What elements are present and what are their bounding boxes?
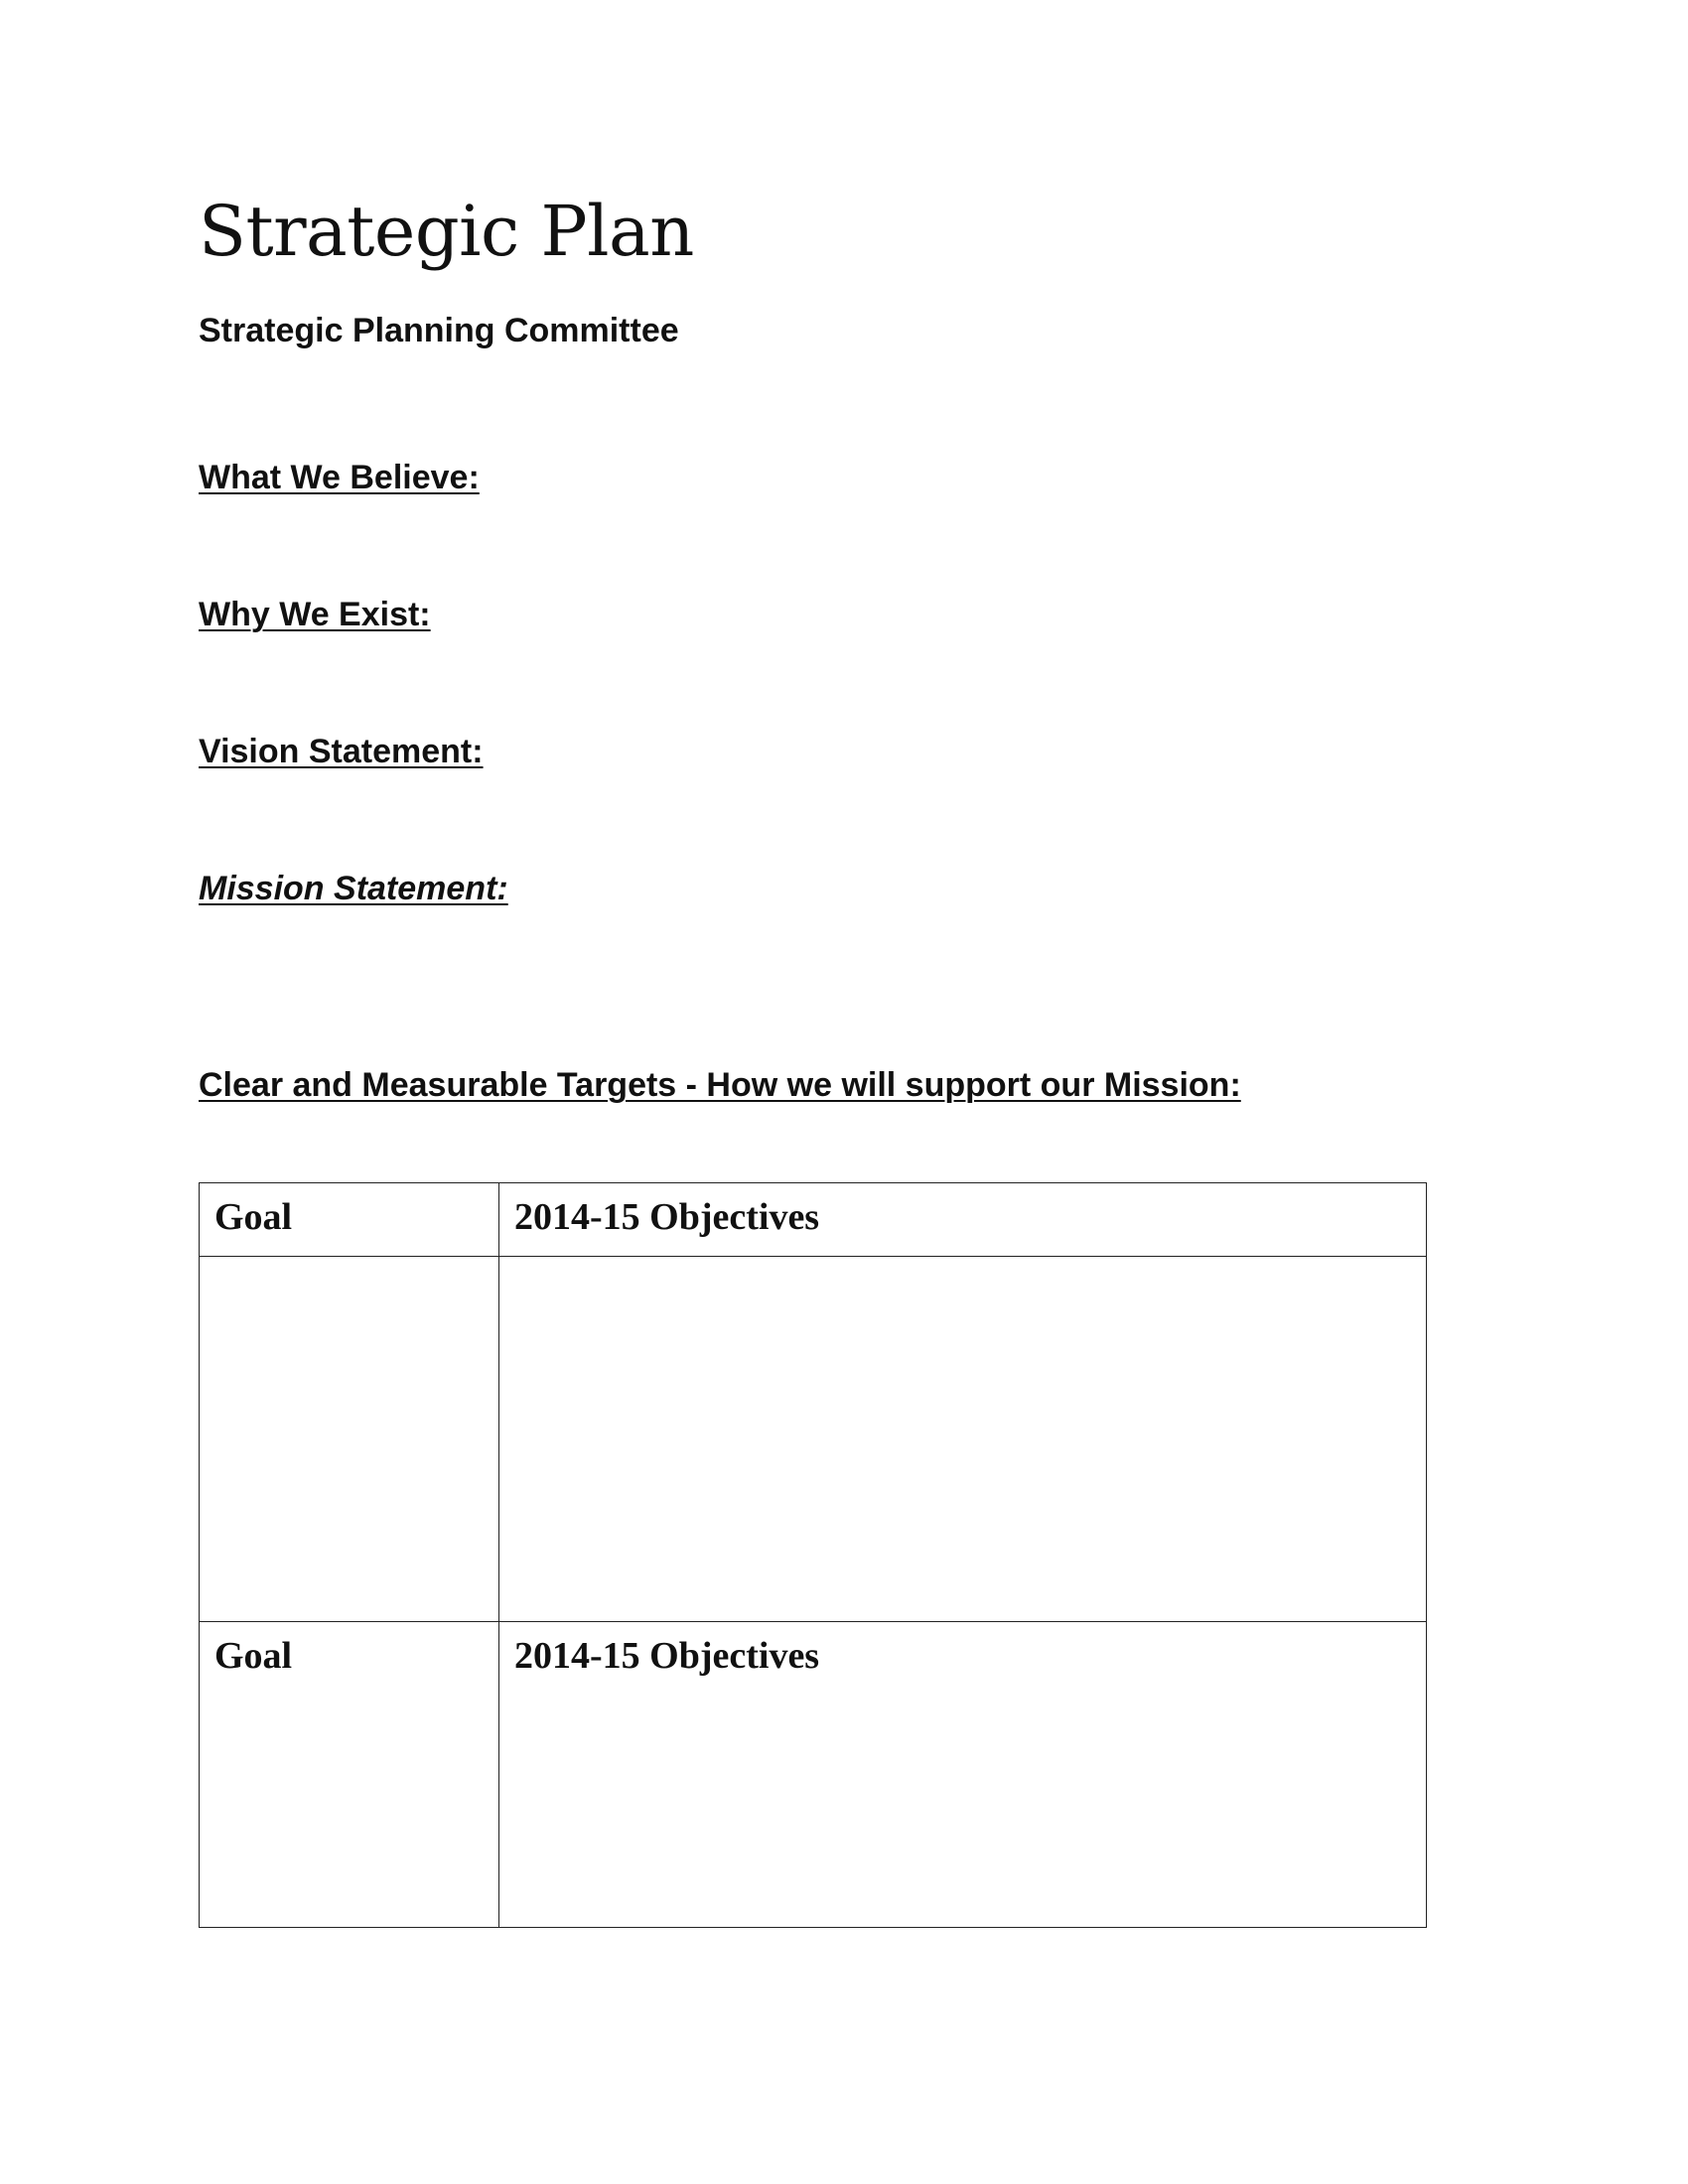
heading-measurable-targets: Clear and Measurable Targets - How we will support our Mission: [199,1066,1241,1104]
heading-what-we-believe: What We Believe: [199,459,480,496]
goals-objectives-table [199,1182,1427,1928]
document-title: Strategic Plan [199,191,694,272]
table-row [200,1257,1427,1622]
table-row [200,1622,1427,1928]
heading-why-we-exist: Why We Exist: [199,596,431,633]
goal-cell [200,1257,499,1622]
table-row [200,1183,1427,1257]
document-subtitle: Strategic Planning Committee [199,312,679,349]
goal-cell: Goal [200,1622,499,1928]
objectives-cell: 2014-15 Objectives [499,1183,1427,1257]
goal-cell: Goal [200,1183,499,1257]
heading-vision-statement: Vision Statement: [199,733,484,770]
objectives-cell [499,1257,1427,1622]
objectives-cell: 2014-15 Objectives [499,1622,1427,1928]
heading-mission-statement: Mission Statement: [199,870,508,907]
